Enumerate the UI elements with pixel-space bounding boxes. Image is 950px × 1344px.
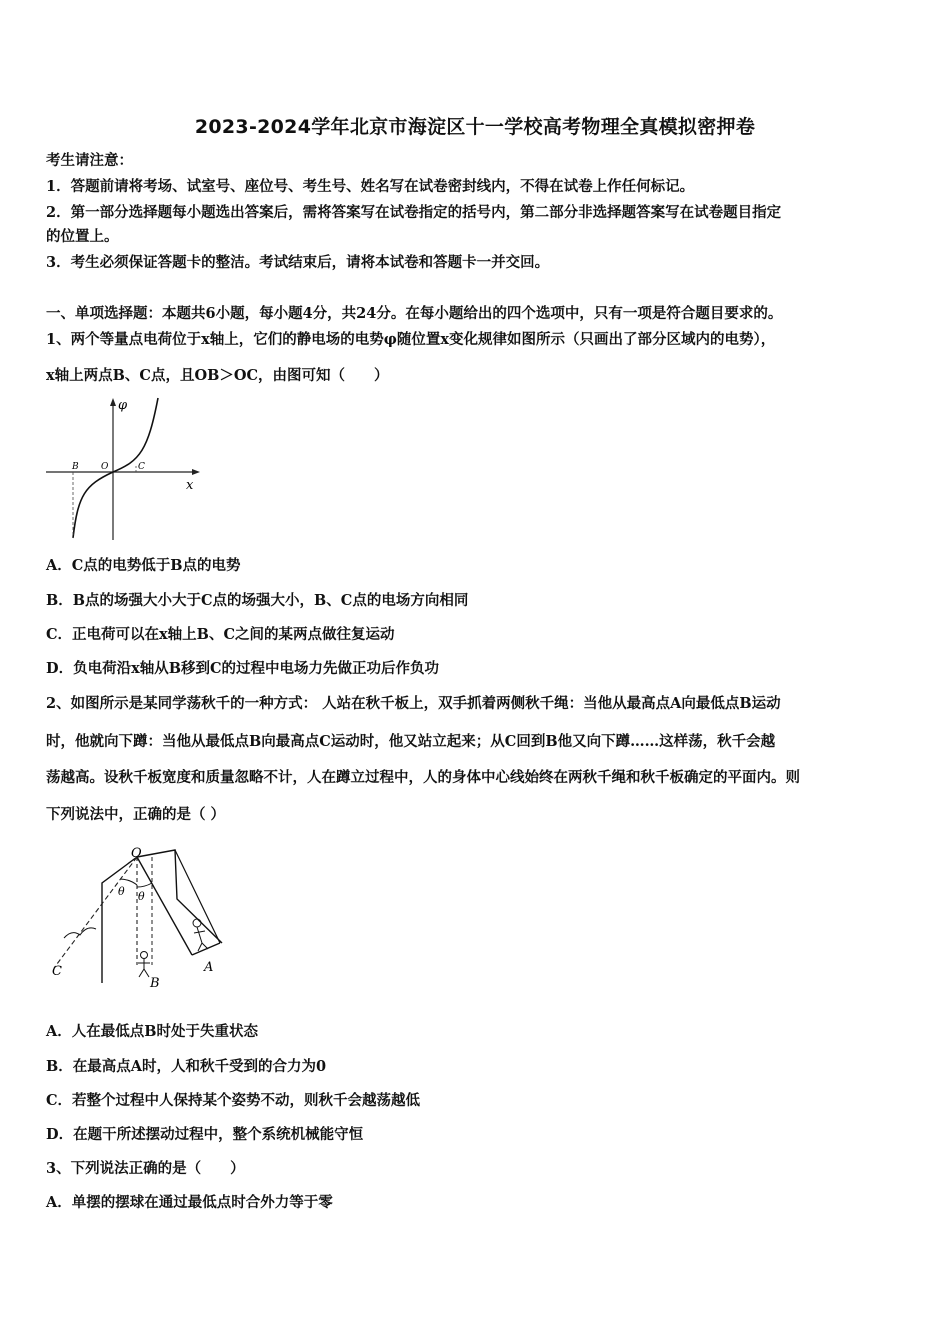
q1-option-a: A．C点的电势低于B点的电势 <box>46 557 241 574</box>
q3-stem: 3、下列说法正确的是（ ） <box>46 1160 245 1177</box>
q3-option-a: A．单摆的摆球在通过最低点时合外力等于零 <box>46 1194 333 1211</box>
q2-option-a: A．人在最低点B时处于失重状态 <box>46 1023 259 1040</box>
q2-stem-line-2: 时，他就向下蹲：当他从最低点B向最高点C运动时，他又站立起来；从C回到B他又向下蹲……这样荡，秋千会越 <box>46 733 776 750</box>
q2-angle-right-label: θ <box>138 890 145 903</box>
notice-heading: 考生请注意： <box>46 152 133 169</box>
q1-potential-graph <box>40 395 210 545</box>
q2-point-c-label: C <box>52 964 62 979</box>
q1-graph-o-label: O <box>101 462 109 472</box>
q2-angle-left-label: θ <box>118 885 125 898</box>
q1-stem-line-1: 1、两个等量点电荷位于x轴上，它们的静电场的电势φ随位置x变化规律如图所示（只画出了部分区域内的电势）， <box>46 331 776 348</box>
q2-stem-line-3: 荡越高。设秋千板宽度和质量忽略不计，人在蹲立过程中，人的身体中心线始终在两秋千绳和秋千板确定的平面内。则 <box>46 769 800 786</box>
page-title: 2023-2024学年北京市海淀区十一学校高考物理全真模拟密押卷 <box>194 116 756 138</box>
section-heading: 一、单项选择题：本题共6小题，每小题4分，共24分。在每小题给出的四个选项中，只有一项是符合题目要求的。 <box>46 305 783 322</box>
q1-option-b: B．B点的场强大小大于C点的场强大小，B、C点的电场方向相同 <box>46 592 469 609</box>
notice-item-2: 2．第一部分选择题每小题选出答案后，需将答案写在试卷指定的括号内，第二部分非选择题答案写在试卷题目指定 <box>46 204 782 221</box>
q1-graph-b-label: B <box>72 462 79 472</box>
q1-graph-x-label: x <box>186 478 194 493</box>
q1-graph-y-label: φ <box>118 398 128 413</box>
q1-stem-line-2: x轴上两点B、C点，且OB＞OC，由图可知（ ） <box>46 367 389 384</box>
q2-point-a-label: A <box>204 960 214 975</box>
q1-graph-c-label: C <box>138 462 145 472</box>
notice-item-3: 3．考生必须保证答题卡的整洁。考试结束后，请将本试卷和答题卡一并交回。 <box>46 254 550 271</box>
q2-stem-line-1: 2、如图所示是某同学荡秋千的一种方式： 人站在秋千板上，双手抓着两侧秋千绳：当他从最高点A向最低点B运动 <box>46 695 781 712</box>
q2-point-b-label: B <box>150 976 160 991</box>
notice-item-2-cont: 的位置上。 <box>46 228 119 245</box>
q1-option-c: C．正电荷可以在x轴上B、C之间的某两点做往复运动 <box>46 626 395 643</box>
q2-swing-diagram <box>42 843 242 993</box>
q2-option-c: C．若整个过程中人保持某个姿势不动，则秋千会越荡越低 <box>46 1092 421 1109</box>
q2-option-b: B．在最高点A时，人和秋千受到的合力为0 <box>46 1058 327 1075</box>
q2-pivot-label: O <box>131 846 142 861</box>
notice-item-1: 1．答题前请将考场、试室号、座位号、考生号、姓名写在试卷密封线内，不得在试卷上作任何标记。 <box>46 178 695 195</box>
q1-option-d: D．负电荷沿x轴从B移到C的过程中电场力先做正功后作负功 <box>46 660 440 677</box>
q2-stem-line-4: 下列说法中，正确的是（ ） <box>46 806 226 823</box>
q2-option-d: D．在题干所述摆动过程中，整个系统机械能守恒 <box>46 1126 364 1143</box>
